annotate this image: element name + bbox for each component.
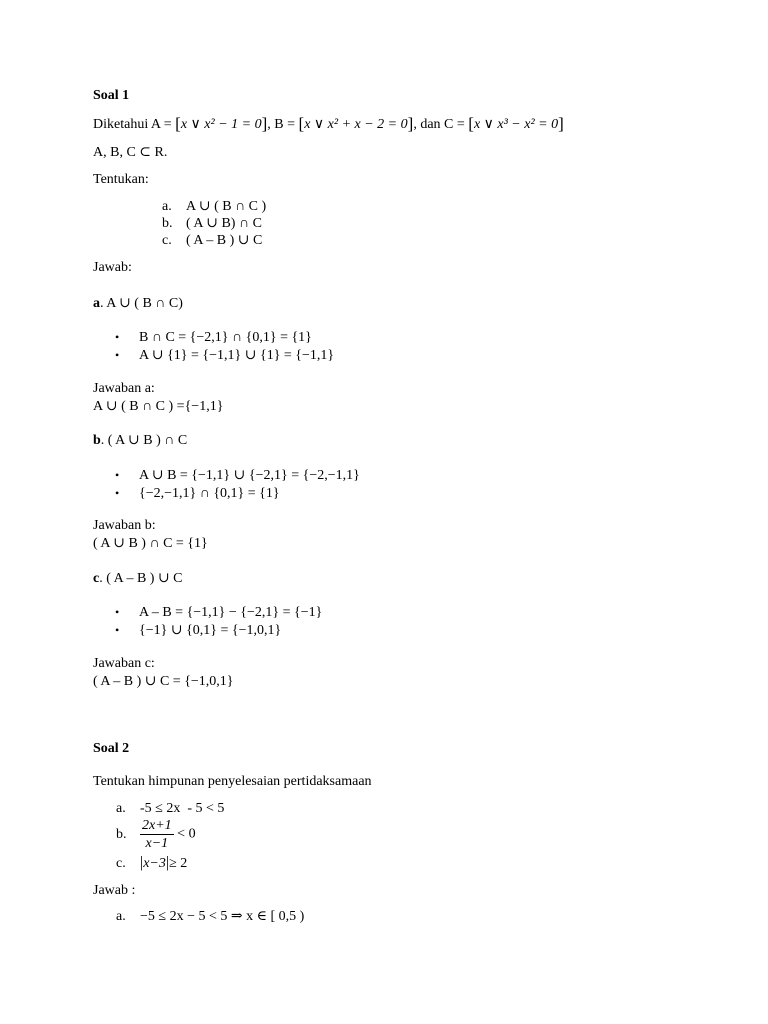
soal2-answer-a (116, 908, 304, 926)
task-item-c-text: ( A – B ) ∪ C (186, 233, 263, 248)
part-b-letter: b (93, 433, 101, 448)
soal2-item-b-numerator: 2x+1 (142, 818, 172, 833)
part-c-letter: c (93, 571, 100, 586)
soal2-item-b-label: b. (116, 826, 127, 842)
task-item-c (162, 232, 262, 250)
soal2-answer-a-label: a. (116, 909, 126, 924)
set-b-definition: x ∨ x² + x − 2 = 0 (304, 117, 408, 132)
abs-left-bar: | (140, 854, 144, 871)
task-label: Tentukan: (93, 172, 149, 187)
soal2-item-b-fraction (140, 817, 174, 852)
part-c-heading (93, 570, 183, 588)
part-a-answer-title: Jawaban a: (93, 381, 155, 396)
part-b-step-1-text: A ∪ B = {−1,1} ∪ {−2,1} = {−2,−1,1} (139, 468, 360, 483)
set-a-open-bracket: [ (175, 114, 181, 133)
set-c-definition: x ∨ x³ − x² = 0 (473, 117, 559, 132)
part-b-heading (93, 432, 187, 450)
part-c-step-2 (93, 621, 281, 640)
part-c-step-2-text: {−1} ∪ {0,1} = {−1,0,1} (139, 623, 282, 638)
subset-line: A, B, C ⊂ R. (93, 145, 168, 160)
soal2-item-c-label: c. (116, 856, 126, 871)
b-prefix: , B = (267, 117, 299, 132)
answer-label: Jawab: (93, 260, 132, 275)
soal2-item-b (116, 817, 196, 852)
given-sets-line (93, 115, 564, 134)
bullet-icon: • (115, 348, 120, 362)
task-item-a-label: a. (162, 199, 172, 214)
set-b-close-bracket: ] (407, 114, 414, 133)
soal2-answer-a-text: −5 ≤ 2x − 5 < 5 ⇒ x ∈ [ 0,5 ) (140, 909, 305, 924)
soal2-answer-label: Jawab : (93, 883, 136, 898)
soal2-item-c-inner: x−3 (143, 856, 166, 871)
soal2-item-c-relation: ≥ 2 (169, 856, 188, 871)
part-a-answer: A ∪ ( B ∩ C ) ={−1,1} (93, 399, 224, 414)
task-item-a (162, 198, 266, 216)
soal2-title: Soal 2 (93, 741, 130, 756)
part-a-step-1 (93, 328, 312, 347)
given-prefix: Diketahui A = (93, 117, 176, 132)
part-a-heading (93, 295, 183, 313)
task-item-b-text: ( A ∪ B) ∩ C (186, 216, 262, 231)
part-b-step-1 (93, 466, 360, 485)
task-item-a-text: A ∪ ( B ∩ C ) (186, 199, 267, 214)
part-b-step-2 (93, 484, 280, 503)
bullet-icon: • (115, 605, 120, 619)
part-a-step-2 (93, 346, 334, 365)
part-c-answer-title: Jawaban c: (93, 656, 155, 671)
soal1-title: Soal 1 (93, 88, 130, 103)
part-c-step-1-text: A – B = {−1,1} − {−2,1} = {−1} (139, 605, 323, 620)
task-item-b (162, 215, 262, 233)
part-b-step-2-text: {−2,−1,1} ∩ {0,1} = {1} (139, 486, 280, 501)
part-b-heading-text: . ( A ∪ B ) ∩ C (100, 433, 188, 448)
bullet-icon: • (115, 330, 120, 344)
task-item-b-label: b. (162, 216, 173, 231)
part-a-step-2-text: A ∪ {1} = {−1,1} ∪ {1} = {−1,1} (139, 348, 335, 363)
soal2-item-a-text: -5 ≤ 2x - 5 < 5 (140, 801, 225, 816)
part-c-answer: ( A – B ) ∪ C = {−1,0,1} (93, 674, 234, 689)
bullet-icon: • (115, 623, 120, 637)
part-a-letter: a (93, 296, 100, 311)
bullet-icon: • (115, 468, 120, 482)
soal2-prompt: Tentukan himpunan penyelesaian pertidaksamaan (93, 774, 372, 789)
bullet-icon: • (115, 486, 120, 500)
part-a-step-1-text: B ∩ C = {−2,1} ∩ {0,1} = {1} (139, 330, 312, 345)
c-prefix: , dan C = (413, 117, 469, 132)
task-item-c-label: c. (162, 233, 172, 248)
part-c-heading-text: . ( A – B ) ∪ C (99, 571, 183, 586)
part-b-answer-title: Jawaban b: (93, 518, 156, 533)
set-b-open-bracket: [ (298, 114, 305, 133)
set-a-close-bracket: ] (261, 114, 268, 133)
soal2-item-a (116, 800, 224, 818)
set-c-close-bracket: ] (558, 114, 564, 133)
set-c-open-bracket: [ (468, 114, 474, 133)
soal2-item-b-relation: < 0 (173, 826, 196, 842)
abs-right-bar: | (165, 854, 170, 871)
part-c-step-1 (93, 603, 322, 622)
soal2-item-c (116, 854, 187, 873)
part-b-answer: ( A ∪ B ) ∩ C = {1} (93, 536, 208, 551)
soal2-item-b-denominator: x−1 (145, 836, 169, 851)
soal2-item-a-label: a. (116, 801, 126, 816)
part-a-heading-text: . A ∪ ( B ∩ C) (100, 296, 183, 311)
set-a-definition: x ∨ x² − 1 = 0 (180, 117, 262, 132)
